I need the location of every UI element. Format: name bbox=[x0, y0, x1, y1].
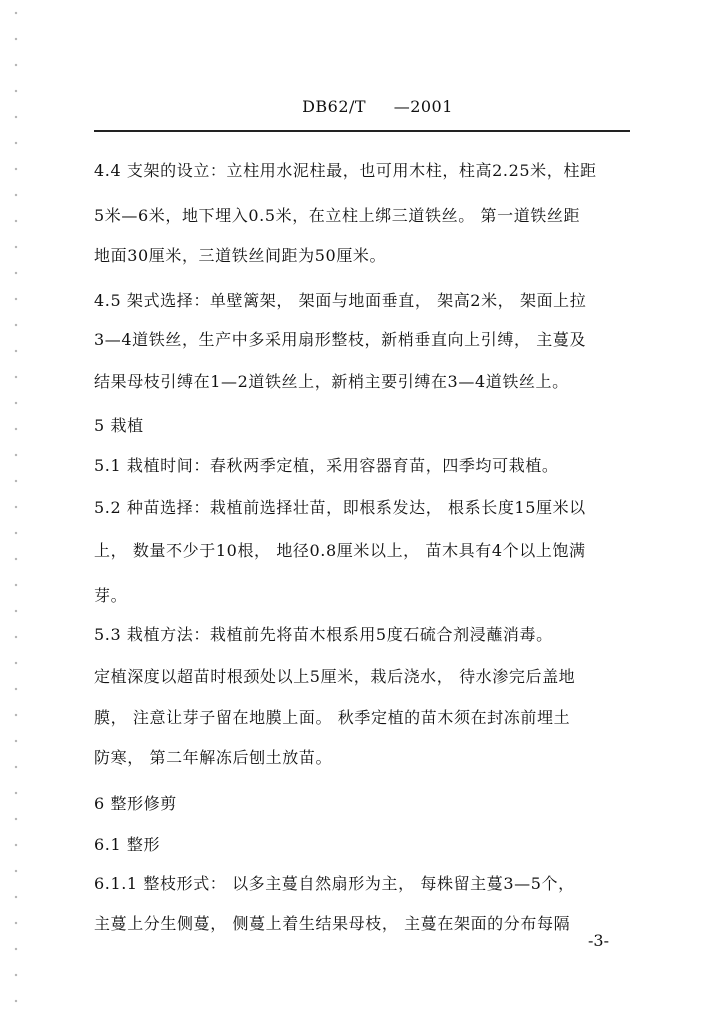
text-line: 芽。 bbox=[94, 586, 128, 605]
page-number: -3- bbox=[588, 931, 609, 950]
text-line: 5.3 栽植方法：栽植前先将苗木根系用5度石硫合剂浸蘸消毒。 bbox=[94, 625, 553, 644]
text-line: 地面30厘米，三道铁丝间距为50厘米。 bbox=[94, 246, 387, 265]
scan-margin-dots bbox=[14, 0, 18, 1024]
text-line: 主蔓上分生侧蔓， 侧蔓上着生结果母枝， 主蔓在架面的分布每隔 bbox=[94, 914, 571, 933]
section-heading: 5 栽植 bbox=[94, 416, 144, 435]
text-line: 膜， 注意让芽子留在地膜上面。 秋季定植的苗木须在封冻前埋土 bbox=[94, 708, 571, 727]
text-line: 5.1 栽植时间：春秋两季定植，采用容器育苗，四季均可栽植。 bbox=[94, 456, 559, 475]
section-heading: 6 整形修剪 bbox=[94, 794, 177, 813]
standard-year: —2001 bbox=[393, 97, 453, 116]
text-line: 上， 数量不少于10根， 地径0.8厘米以上， 苗木具有4个以上饱满 bbox=[94, 541, 586, 560]
standard-code: DB62/T bbox=[302, 97, 367, 116]
page-header bbox=[0, 97, 725, 116]
text-line: 4.4 支架的设立：立柱用水泥柱最，也可用木柱，柱高2.25米，柱距 bbox=[94, 161, 597, 180]
text-line: 3—4道铁丝，生产中多采用扇形整枝，新梢垂直向上引缚， 主蔓及 bbox=[94, 330, 587, 349]
header-rule bbox=[94, 130, 630, 132]
text-line: 6.1.1 整枝形式： 以多主蔓自然扇形为主， 每株留主蔓3—5个， bbox=[94, 874, 575, 893]
subsection-heading: 6.1 整形 bbox=[94, 835, 161, 854]
text-line: 4.5 架式选择：单壁篱架， 架面与地面垂直， 架高2米， 架面上拉 bbox=[94, 291, 587, 310]
text-line: 5.2 种苗选择：栽植前选择壮苗，即根系发达， 根系长度15厘米以 bbox=[94, 498, 586, 517]
text-line: 5米—6米，地下埋入0.5米，在立柱上绑三道铁丝。 第一道铁丝距 bbox=[94, 206, 581, 225]
text-line: 防寒， 第二年解冻后刨土放苗。 bbox=[94, 748, 333, 767]
text-line: 结果母枝引缚在1—2道铁丝上，新梢主要引缚在3—4道铁丝上。 bbox=[94, 372, 569, 391]
text-line: 定植深度以超苗时根颈处以上5厘米，栽后浇水， 待水渗完后盖地 bbox=[94, 667, 576, 686]
